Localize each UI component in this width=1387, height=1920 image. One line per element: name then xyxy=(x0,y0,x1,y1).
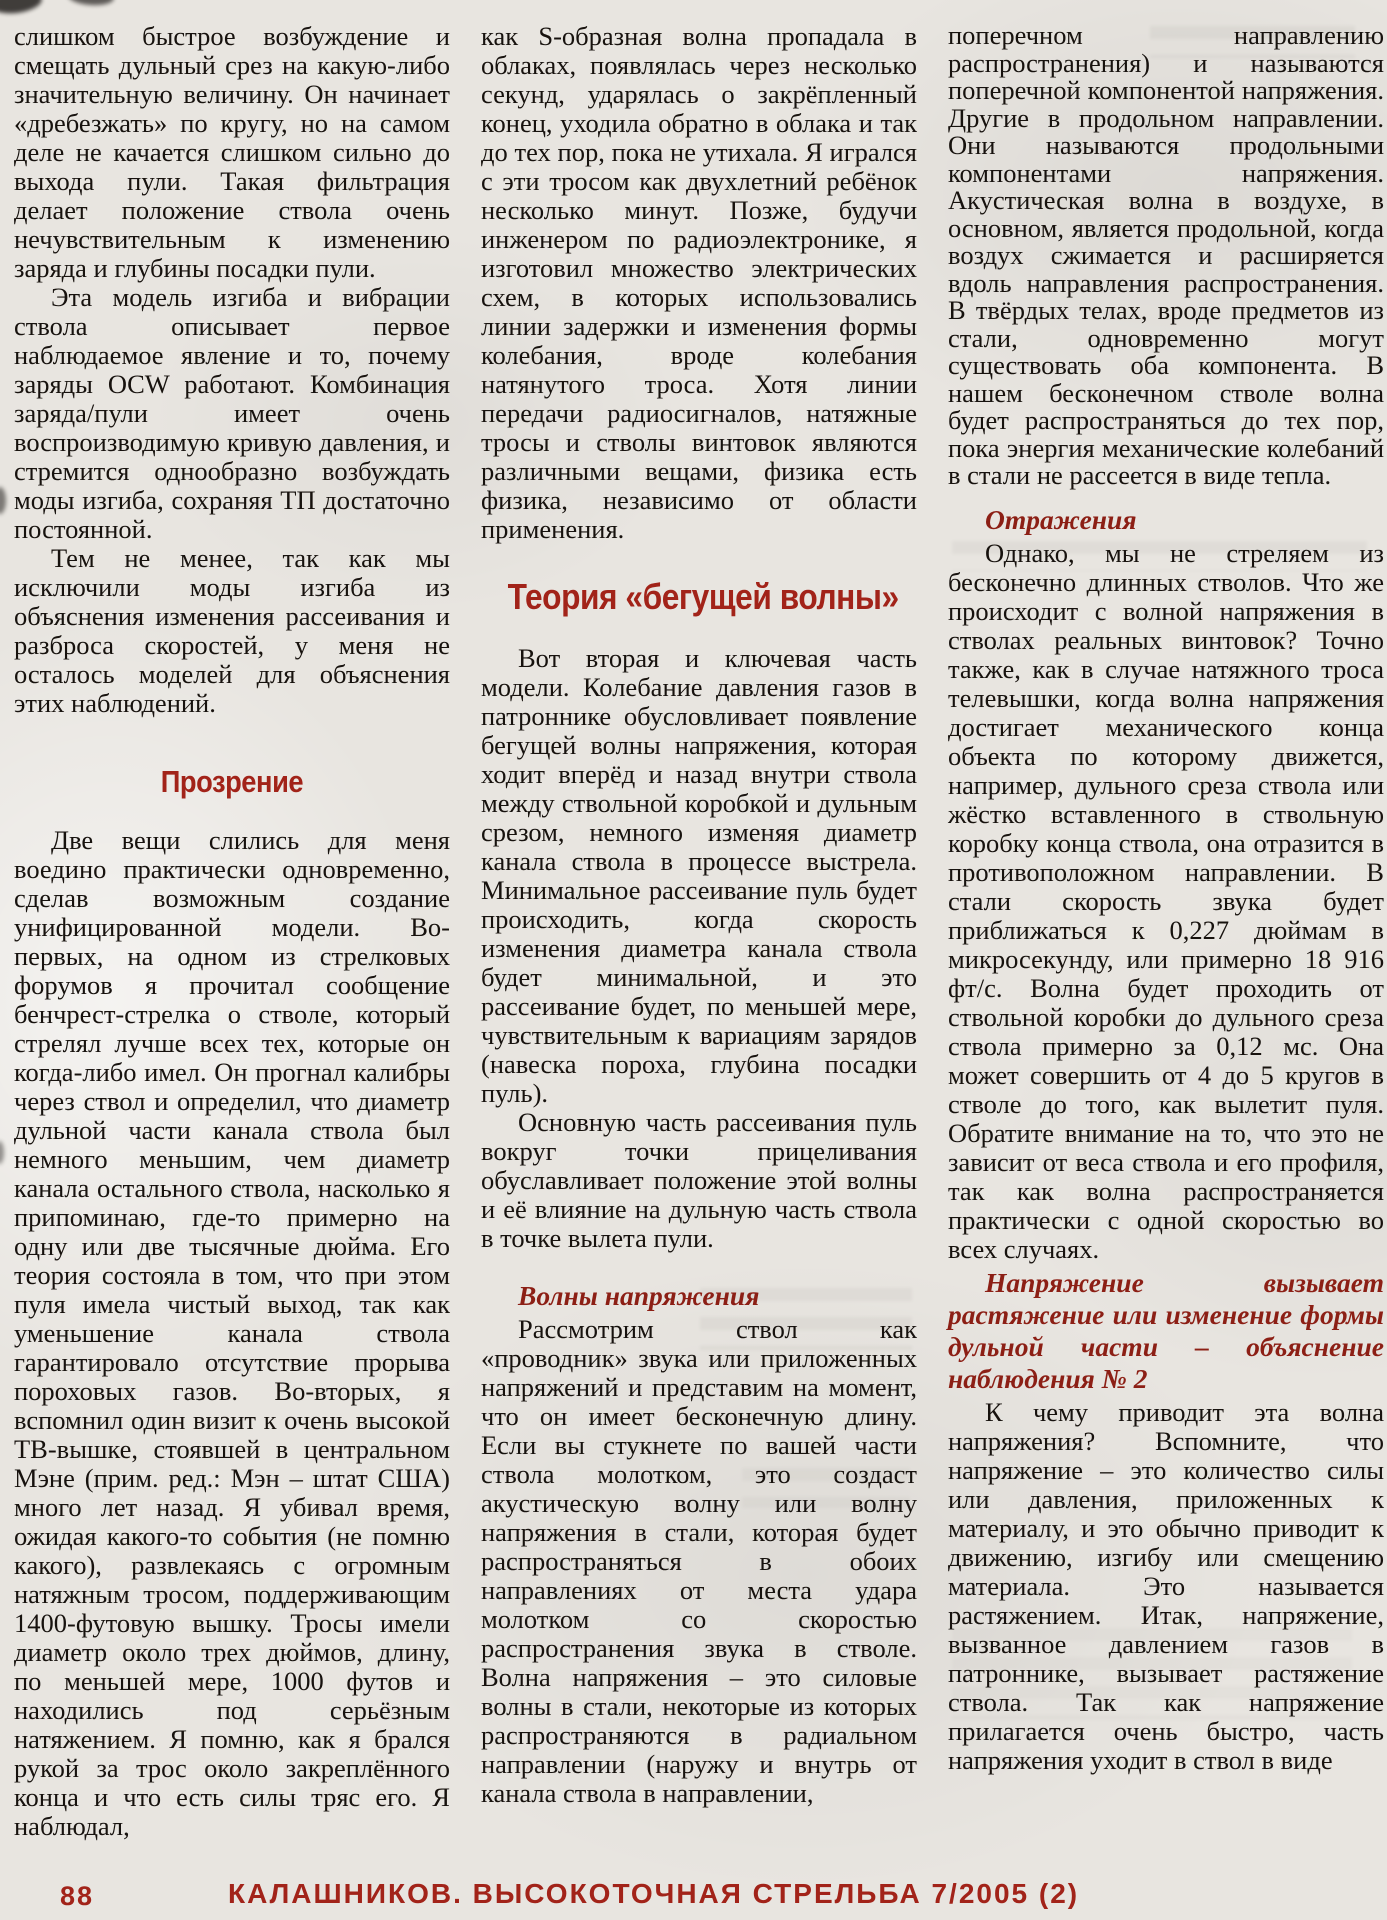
scan-smudge xyxy=(0,1141,4,1164)
section-heading-text: Прозрение xyxy=(160,764,304,799)
body-paragraph: Две вещи слились для меня воедино практически одновременно, сделав возможным создание унифицированной модели. Во-первых, на одном из стрелковых форумов я прочитал сообщение бенчрест-стрелка о стволе, который стрелял лучше всех тех, которые он когда-либо имел. Он прогнал калибры через ствол и определил, что диаметр дульной части канала ствола был немного меньшим, чем диаметр канала остального ствола, насколько я припоминаю, где-то примерно на одну или две тысячные дюйма. Его теория состояла в том, что при этом пуля имела чистый выход, так как уменьшение канала ствола гарантировало отсутствие прорыва пороховых газов. Во-вторых, я вспомнил один визит к очень высокой ТВ-вышке, стоявшей в центральном Мэне (прим. ред.: Мэн – штат США) много лет назад. Я убивал время, ожидая какого-то события (не помню какого), развлекаясь с огромным натяжным тросом, поддерживающим 1400-футовую вышку. Тросы имели диаметр около трех дюймов, длину, по меньшей мере, 1000 футов и находились под серьёзным натяжением. Я помню, как я брался рукой за трос около закреплённого конца и что есть силы тряс его. Я наблюдал, xyxy=(14,825,450,1841)
section-heading-theory xyxy=(481,576,917,618)
body-paragraph: Тем не менее, так как мы исключили моды изгиба из объяснения изменения рассеивания и разброса скоростей, у меня не осталось моделей для объяснения этих наблюдений. xyxy=(14,543,450,718)
body-paragraph: К чему приводит эта волна напряжения? Вспомните, что напряжение – это количество силы или давления, приложенных к материалу, и это обычно приводит к движению, изгибу или смещению материала. Это называется растяжением. Итак, напряжение, вызванное давлением газов в патроннике, вызывает растяжение ствола. Так как напряжение прилагается очень быстро, часть напряжения уходит в ствол в виде xyxy=(948,1396,1384,1775)
section-heading-text: Теория «бегущей волны» xyxy=(507,576,899,617)
text-columns xyxy=(14,22,1384,1841)
scan-smudge xyxy=(0,0,43,16)
subheading-reflections: Отражения xyxy=(985,503,1137,535)
scan-smudge xyxy=(0,487,6,514)
subheading-stress-waves: Волны напряжения xyxy=(518,1280,760,1311)
subheading-stress-stretch: Напряжение вызывает растяжение или изменение формы дульной части – объяснение наблюдения № 2 xyxy=(948,1266,1384,1394)
column-1 xyxy=(14,22,450,1841)
scan-smudge xyxy=(67,0,114,7)
section-heading-prozrenie xyxy=(14,764,450,800)
column-3 xyxy=(948,22,1384,1841)
page-footer xyxy=(0,1876,1387,1920)
body-paragraph: Однако, мы не стреляем из бесконечно длинных стволов. Что же происходит с волной напряжения в стволах реальных винтовок? Точно также, как в случае натяжного троса телевышки, когда волна напряжения достигает механического конца объекта по которому движется, например, дульного среза ствола или жёстко вставленного в ствольную коробку конца ствола, она отразится в противоположном направлении. В стали скорость звука будет приближаться к 0,227 дюймам в микросекунду, или примерно 18 916 фт/с. Волна будет проходить от ствольной коробки до дульного среза ствола примерно за 0,12 мс. Она может совершить от 4 до 5 кругов в стволе до того, как вылетит пуля. Обратите внимание на то, что это не зависит от веса ствола и его профиля, так как волна распространяется практически с одной скоростью во всех случаях. xyxy=(948,537,1384,1264)
body-paragraph: Вот вторая и ключевая часть модели. Колебание давления газов в патроннике обусловливает появление бегущей волны напряжения, которая ходит вперёд и назад внутри ствола между ствольной коробкой и дульным срезом, немного изменяя диаметр канала ствола в процессе выстрела. Минимальное рассеивание пуль будет происходить, когда скорость изменения диаметра канала ствола будет минимальной, и это рассеивание будет, по меньшей мере, чувствительным к вариациям зарядов (навеска пороха, глубина посадки пуль). xyxy=(481,643,917,1108)
body-paragraph: Рассмотрим ствол как «проводник» звука или приложенных напряжений и представим на момент, что он имеет бесконечную длину. Если вы стукнете по вашей части ствола молотком, это создаст акустическую волну или волну напряжения в стали, которая будет распространяться в обоих направлениях от места удара молотком со скоростью распространения звука в стволе. Волна напряжения – это силовые волны в стали, некоторые из которых распространяются в радиальном направлении (наружу и внутрь от канала ствола в направлении, xyxy=(481,1314,917,1808)
body-paragraph: слишком быстрое возбуждение и смещать дульный срез на какую-либо значительную величину. Он начинает «дребезжать» по кругу, но на самом деле не качается слишком сильно до выхода пули. Такая фильтрация делает положение ствола очень нечувствительным к изменению заряда и глубины посадки пули. xyxy=(14,21,450,283)
magazine-title-line: КАЛАШНИКОВ. ВЫСОКОТОЧНАЯ СТРЕЛЬБА 7/2005 (2) xyxy=(228,1878,1080,1909)
body-paragraph: Эта модель изгиба и вибрации ствола описывает первое наблюдаемое явление и то, почему заряды OCW работают. Комбинация заряда/пули имеет очень воспроизводимую кривую давления, и стремится однообразно возбуждать моды изгиба, сохраняя ТП достаточно постоянной. xyxy=(14,282,450,544)
body-paragraph: Основную часть рассеивания пуль вокруг точки прицеливания обуславливает положение этой волны и её влияние на дульную часть ствола в точке вылета пули. xyxy=(481,1107,917,1253)
page-number: 88 xyxy=(60,1881,95,1911)
body-paragraph: как S-образная волна пропадала в облаках, появлялась через несколько секунд, ударялась о закрёпленный конец, уходила обратно в облака и так до тех пор, пока не утихала. Я игрался с эти тросом как двухлетний ребёнок несколько минут. Позже, будучи инженером по радиоэлектронике, я изготовил множество электрических схем, в которых использовались линии задержки и изменения формы колебания, вроде колебания натянутого троса. Хотя линии передачи радиосигналов, натяжные тросы и стволы винтовок являются различными вещами, физика есть физика, независимо от области применения. xyxy=(481,21,917,544)
body-paragraph: поперечном направлению распространения) и называются поперечной компонентой напряжения. Другие в продольном направлении. Они называются продольными компонентами напряжения. Акустическая волна в воздухе, в основном, является продольной, когда воздух сжимается и расширяется вдоль направления распространения. В твёрдых телах, вроде предметов из стали, одновременно могут существовать оба компонента. В нашем бесконечном стволе волна будет распространяться до тех пор, пока энергия механические колебаний в стали не рассеется в виде тепла. xyxy=(948,20,1384,490)
column-2 xyxy=(481,22,917,1841)
